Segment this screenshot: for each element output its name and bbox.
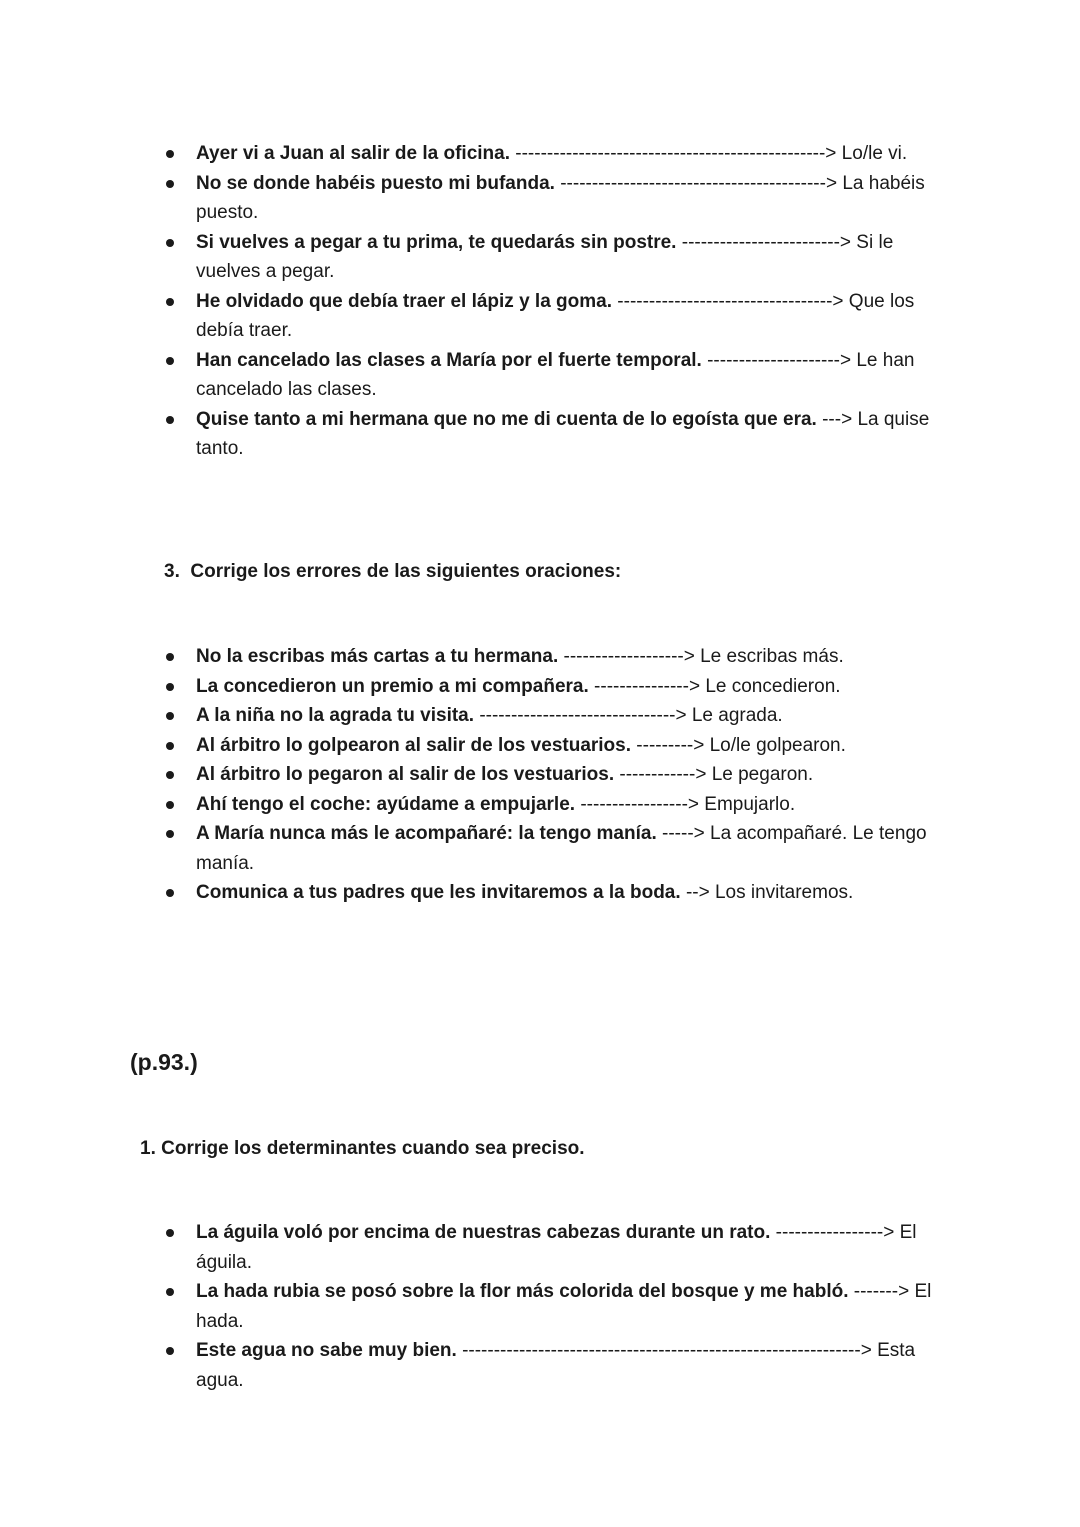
sentence: Comunica a tus padres que les invitaremos a la boda.: [196, 882, 681, 903]
list-item: [166, 672, 956, 702]
correction: -------------------------------> Le agrada.: [479, 705, 783, 726]
sentence: A la niña no la agrada tu visita.: [196, 705, 475, 726]
list-item: [166, 346, 956, 405]
exercise-1-heading: 1. Corrige los determinantes cuando sea preciso.: [140, 1138, 585, 1159]
correction: ---------------> Le concedieron.: [594, 675, 841, 697]
correction: -------------------------> Si le vuelves a pegar.: [196, 231, 894, 282]
sentence: No la escribas más cartas a tu hermana.: [196, 646, 559, 667]
page-reference: (p.93.): [130, 1049, 198, 1075]
sentence: Ahí tengo el coche: ayúdame a empujarle.: [196, 793, 576, 815]
sentence: Al árbitro lo pegaron al salir de los vestuarios.: [196, 764, 615, 785]
list-item: [166, 790, 956, 820]
correction: -------------------> Le escribas más.: [563, 646, 844, 667]
sentence: No se donde habéis puesto mi bufanda.: [196, 172, 555, 194]
list-item: [166, 139, 956, 169]
list-item: [166, 287, 956, 346]
sentence: A María nunca más le acompañaré: la tengo manía.: [196, 823, 657, 844]
correction: ------------------------------------------> La habéis puesto.: [196, 172, 925, 223]
correction: ----------------------------------> Que los debía traer.: [196, 290, 915, 341]
correction: --> Los invitaremos.: [685, 882, 854, 903]
correction: ---------------------> Le han cancelado las clases.: [196, 349, 915, 400]
sentence: He olvidado que debía traer el lápiz y la goma.: [196, 290, 613, 312]
list-item: [166, 169, 956, 228]
correction: ---------------------------------------------------------------> Esta agua.: [196, 1340, 916, 1391]
correction: -----> La acompañaré. Le tengo manía.: [196, 823, 927, 874]
sentence: La hada rubia se posó sobre la flor más colorida del bosque y me habló.: [196, 1281, 849, 1302]
list-item: [166, 819, 956, 878]
list-item: [166, 405, 956, 464]
determiner-exercise-list: [166, 1218, 956, 1395]
correction: -------------------------------------------------> Lo/le vi.: [515, 143, 908, 164]
list-item: [166, 642, 956, 672]
list-item: [166, 1277, 956, 1336]
heading-number: 3.: [164, 561, 180, 582]
sentence: La águila voló por encima de nuestras cabezas durante un rato.: [196, 1222, 771, 1243]
correction: ------------> Le pegaron.: [619, 764, 814, 785]
correction: -----------------> Empujarlo.: [580, 793, 796, 815]
heading-text: Corrige los errores de las siguientes oraciones:: [190, 561, 622, 582]
sentence: La concedieron un premio a mi compañera.: [196, 675, 589, 697]
sentence: Al árbitro lo golpearon al salir de los vestuarios.: [196, 734, 632, 756]
correction: ---------> Lo/le golpearon.: [636, 734, 846, 756]
list-item: [166, 731, 956, 761]
correction: -----------------> El águila.: [196, 1222, 917, 1273]
sentence: Ayer vi a Juan al salir de la oficina.: [196, 143, 510, 164]
list-item: [166, 1336, 956, 1395]
list-item: [166, 228, 956, 287]
list-item: [166, 701, 956, 731]
sentence: Este agua no sabe muy bien.: [196, 1340, 457, 1361]
correction: ---> La quise tanto.: [196, 408, 930, 459]
sentence: Quise tanto a mi hermana que no me di cuenta de lo egoísta que era.: [196, 408, 817, 430]
error-correction-list: [166, 642, 956, 908]
correction: -------> El hada.: [196, 1281, 932, 1332]
list-item: [166, 760, 956, 790]
sentence: Si vuelves a pegar a tu prima, te quedarás sin postre.: [196, 231, 677, 253]
pronoun-exercise-list: [166, 139, 956, 464]
sentence: Han cancelado las clases a María por el fuerte temporal.: [196, 349, 702, 371]
list-item: [166, 878, 956, 908]
exercise-3-heading: [164, 557, 621, 586]
list-item: [166, 1218, 956, 1277]
